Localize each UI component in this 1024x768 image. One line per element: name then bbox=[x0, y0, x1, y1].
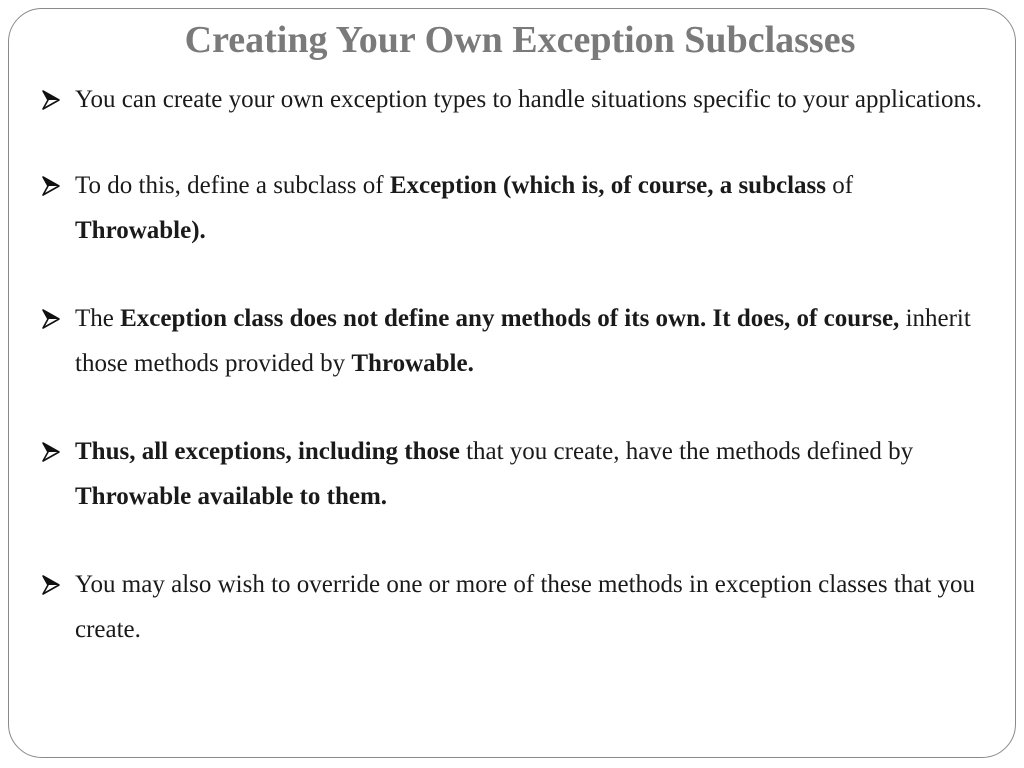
arrowhead-bullet-icon bbox=[40, 308, 62, 330]
text-segment-bold: Throwable. bbox=[351, 350, 474, 377]
arrowhead-bullet-icon bbox=[40, 89, 62, 111]
text-segment: of bbox=[826, 172, 854, 199]
text-segment: To do this, define a subclass of bbox=[75, 172, 390, 199]
arrowhead-bullet-icon bbox=[40, 441, 62, 463]
bullet-text bbox=[75, 438, 913, 510]
bullet-text bbox=[75, 305, 971, 377]
text-segment: The bbox=[75, 305, 121, 332]
text-segment-bold: Thus, all exceptions, including those bbox=[75, 438, 460, 465]
text-segment: that you create, have the methods defined by bbox=[459, 438, 914, 465]
text-segment-bold: Throwable available to them. bbox=[75, 483, 388, 510]
bullet-item bbox=[36, 163, 986, 253]
text-segment: inherit those methods provided by bbox=[75, 305, 971, 377]
text-segment: You can create your own exception types to handle situations specific to your applications. bbox=[75, 86, 982, 113]
bullet-item bbox=[36, 296, 986, 386]
bullet-text bbox=[75, 172, 853, 244]
text-segment-bold: Exception (which is, of course, a subclass bbox=[389, 172, 826, 199]
arrowhead-bullet-icon bbox=[40, 574, 62, 596]
text-segment-bold: Throwable bbox=[75, 217, 192, 244]
text-segment-bold: Exception class does not define any methods of its own. It does, of course, bbox=[120, 305, 900, 332]
bullet-list bbox=[36, 82, 986, 652]
bullet-text bbox=[75, 571, 975, 643]
bullet-item bbox=[36, 429, 986, 519]
bullet-item bbox=[36, 82, 986, 118]
bullet-item bbox=[36, 562, 986, 652]
arrowhead-bullet-icon bbox=[40, 175, 62, 197]
bullet-text bbox=[75, 86, 982, 113]
text-segment-bold: ). bbox=[191, 217, 206, 244]
text-segment: You may also wish to override one or more of these methods in exception classes that you create. bbox=[75, 571, 976, 643]
slide-title: Creating Your Own Exception Subclasses bbox=[184, 19, 856, 61]
